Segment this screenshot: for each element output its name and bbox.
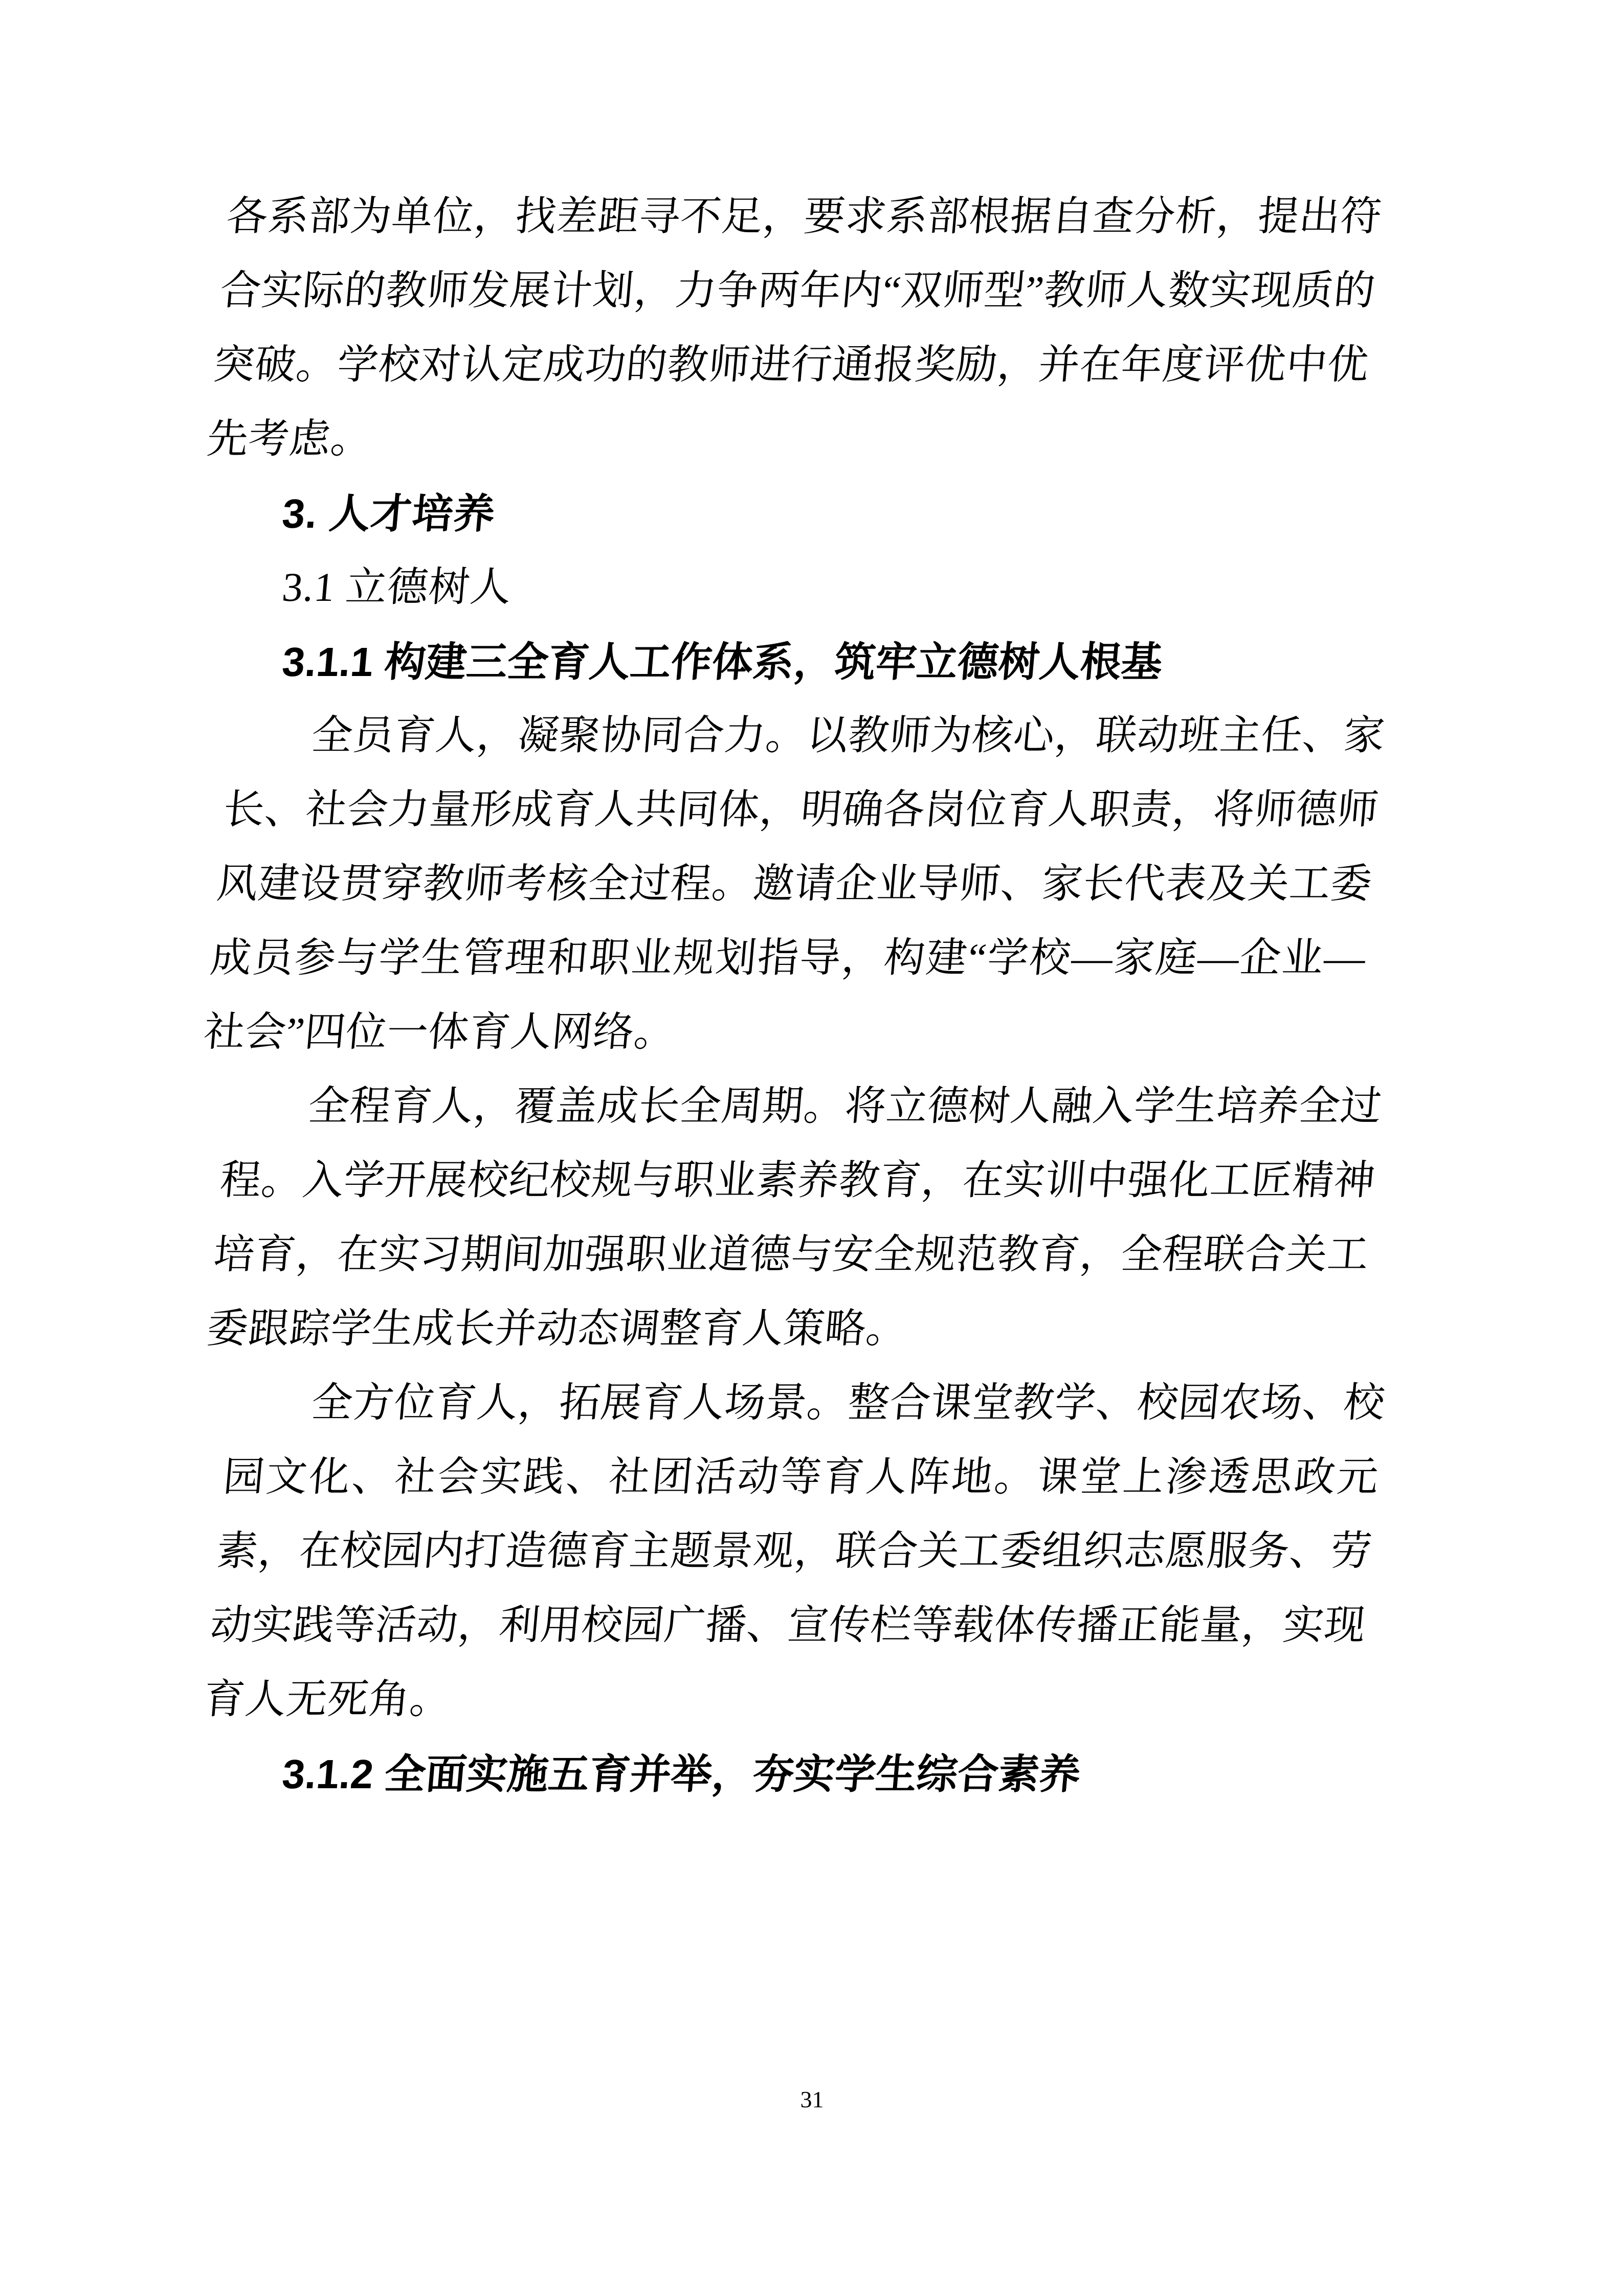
heading-section-3-1: 3.1 立德树人 bbox=[280, 565, 514, 610]
paragraph-quanyuan-yuren: 全员育人，凝聚协同合力。以教师为核心，联动班主任、家长、社会力量形成育人共同体，明确各岗位育人职责，将师德师风建设贯穿教师考核全过程。邀请企业导师、家长代表及关工委成员参与学生管理和职业规划指导，构建“学校—家庭—企业—社会”四位一体育人网络。 bbox=[202, 713, 1387, 1055]
heading-section-3-1-1: 3.1.1 构建三全育人工作体系，筑牢立德树人根基 bbox=[280, 639, 1165, 685]
heading-section-3: 3. 人才培养 bbox=[280, 491, 497, 536]
page-content bbox=[202, 180, 1387, 1811]
paragraph-quanfangwei-yuren: 全方位育人，拓展育人场景。整合课堂教学、校园农场、校园文化、社会实践、社团活动等育人阵地。课堂上渗透思政元素，在校园内打造德育主题景观，联合关工委组织志愿服务、劳动实践等活动，利用校园广播、宣传栏等载体传播正能量，实现育人无死角。 bbox=[202, 1381, 1387, 1722]
paragraph-quancheng-yuren: 全程育人，覆盖成长全周期。将立德树人融入学生培养全过程。入学开展校纪校规与职业素养教育，在实训中强化工匠精神培育，在实习期间加强职业道德与安全规范教育，全程联合关工委跟踪学生成长并动态调整育人策略。 bbox=[205, 1084, 1384, 1352]
page-number: 31 bbox=[800, 2086, 824, 2112]
paragraph-continued: 各系部为单位，找差距寻不足，要求系部根据自查分析，提出符合实际的教师发展计划，力争两年内“双师型”教师人数实现质的突破。学校对认定成功的教师进行通报奖励，并在年度评优中优先考虑。 bbox=[205, 194, 1384, 462]
heading-section-3-1-2: 3.1.2 全面实施五育并举，夯实学生综合素养 bbox=[280, 1751, 1083, 1797]
